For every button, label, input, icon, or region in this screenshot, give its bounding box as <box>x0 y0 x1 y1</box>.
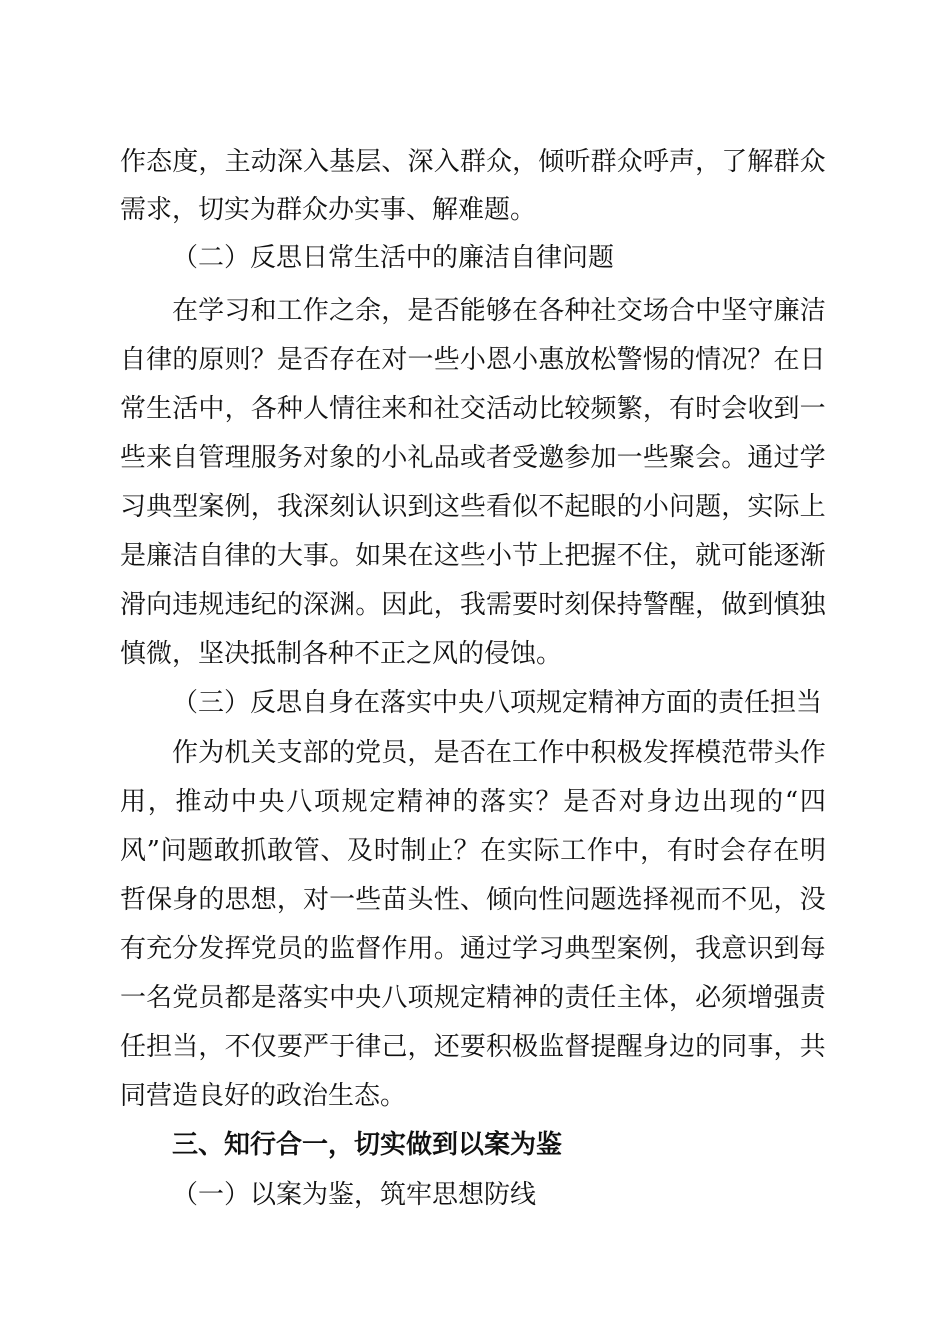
chapter-heading: 三、知行合一，切实做到以案为鉴 <box>172 1130 563 1160</box>
paragraph-line: 常 生 活 中 ， 各 种 人 情 往 来 和 社 交 活 动 比 较 频 繁 ， 有 时 会 收 到 一 <box>120 394 826 424</box>
paragraph-line: 有 充 分 发 挥 党 员 的 监 督 作 用 。 通 过 学 习 典 型 案 例 ， 我 意 识 到 每 <box>120 934 826 964</box>
paragraph-line: 自 律 的 原 则 ？ 是 否 存 在 对 一 些 小 恩 小 惠 放 松 警 惕 的 情 况 ？ 在 日 <box>120 345 826 375</box>
subsection-heading-1: （一）以案为鉴，筑牢思想防线 <box>172 1180 537 1210</box>
paragraph-line: 滑 向 违 规 违 纪 的 深 渊 。 因 此 ， 我 需 要 时 刻 保 持 警 醒 ， 做 到 慎 独 <box>120 590 826 620</box>
paragraph-line: 作 为 机 关 支 部 的 党 员 ， 是 否 在 工 作 中 积 极 发 挥 模 范 带 头 作 <box>172 738 826 768</box>
paragraph-line: 习 典 型 案 例 ， 我 深 刻 认 识 到 这 些 看 似 不 起 眼 的 小 问 题 ， 实 际 上 <box>120 492 826 522</box>
paragraph-line: 用 ， 推 动 中 央 八 项 规 定 精 神 的 落 实 ？ 是 否 对 身 边 出 现 的 “ 四 <box>120 787 826 817</box>
paragraph-line: 一 名 党 员 都 是 落 实 中 央 八 项 规 定 精 神 的 责 任 主 体 ， 必 须 增 强 责 <box>120 983 826 1013</box>
paragraph-line: 同营造良好的政治生态。 <box>120 1081 407 1111</box>
paragraph-line: 哲 保 身 的 思 想 ， 对 一 些 苗 头 性 、 倾 向 性 问 题 选 择 视 而 不 见 ， 没 <box>120 885 826 915</box>
paragraph-line: 需求，切实为群众办实事、解难题。 <box>120 195 537 225</box>
paragraph-line: 在 学 习 和 工 作 之 余 ， 是 否 能 够 在 各 种 社 交 场 合 中 坚 守 廉 洁 <box>172 296 826 326</box>
paragraph-line: 作 态 度 ， 主 动 深 入 基 层 、 深 入 群 众 ， 倾 听 群 众 呼 声 ， 了 解 群 众 <box>120 147 826 177</box>
paragraph-line: 风 ” 问 题 敢 抓 敢 管 、 及 时 制 止 ？ 在 实 际 工 作 中 ， 有 时 会 存 在 明 <box>120 836 826 866</box>
paragraph-line: 任 担 当 ， 不 仅 要 严 于 律 己 ， 还 要 积 极 监 督 提 醒 身 边 的 同 事 ， 共 <box>120 1032 826 1062</box>
paragraph-line: 是 廉 洁 自 律 的 大 事 。 如 果 在 这 些 小 节 上 把 握 不 住 ， 就 可 能 逐 渐 <box>120 541 826 571</box>
section-heading-2: （二）反思日常生活中的廉洁自律问题 <box>172 243 615 273</box>
section-heading-3: （三）反思自身在落实中央八项规定精神方面的责任担当 <box>172 688 823 718</box>
paragraph-line: 些 来 自 管 理 服 务 对 象 的 小 礼 品 或 者 受 邀 参 加 一 些 聚 会 。 通 过 学 <box>120 443 826 473</box>
paragraph-line: 慎微，坚决抵制各种不正之风的侵蚀。 <box>120 639 563 669</box>
